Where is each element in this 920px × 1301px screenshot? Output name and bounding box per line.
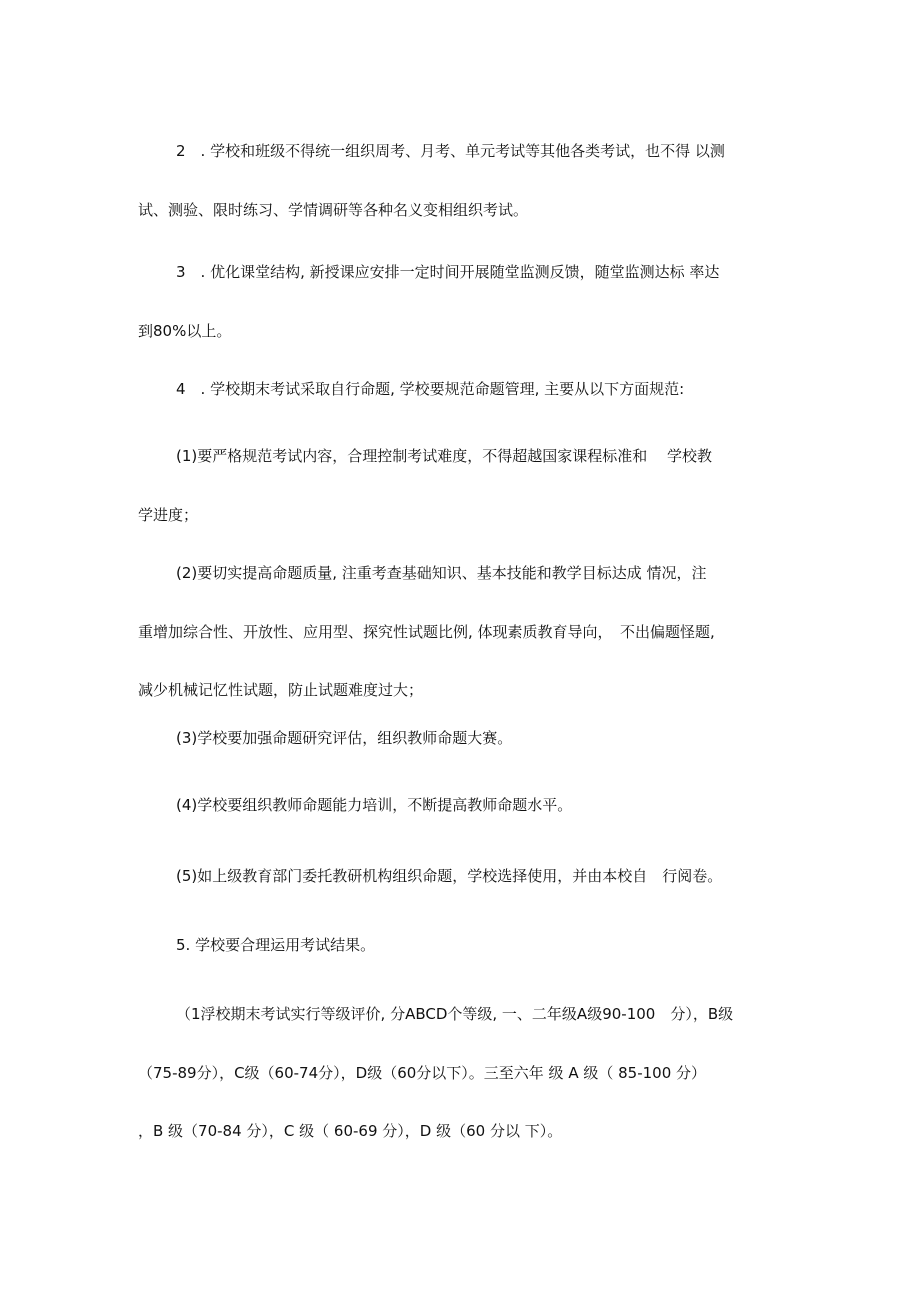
paragraph-item-4 <box>138 360 790 419</box>
paragraph-line: ，B 级（70-84 分），C 级（ 60-69 分），D 级（60 分以 下）。 <box>138 1122 563 1140</box>
paragraph-sub-2 <box>138 544 790 720</box>
paragraph-line: （1浮校期末考试实行等级评价, 分ABCD个等级, 一、二年级A级90-100 分），B级 <box>176 1005 734 1023</box>
paragraph-item-5 <box>138 916 790 975</box>
paragraph-grading <box>138 985 790 1161</box>
paragraph-line: (1)要严格规范考试内容，合理控制考试难度，不得超越国家课程标准和 学校教 <box>176 447 713 465</box>
paragraph-item-2 <box>138 122 790 239</box>
paragraph-sub-1 <box>138 427 790 544</box>
paragraph-line: (4)学校要组织教师命题能力培训，不断提高教师命题水平。 <box>176 796 573 814</box>
paragraph-line: (2)要切实提高命题质量, 注重考查基础知识、基本技能和教学目标达成 情况，注 <box>176 564 707 582</box>
paragraph-line: 学进度； <box>138 505 199 524</box>
paragraph-line: 试、测验、限时练习、学情调研等各种名义变相组织考试。 <box>138 200 529 219</box>
paragraph-line: 5. 学校要合理运用考试结果。 <box>176 936 376 954</box>
paragraph-line: 2 . 学校和班级不得统一组织周考、月考、单元考试等其他各类考试，也不得 以测 <box>176 142 725 160</box>
paragraph-sub-5 <box>138 847 790 906</box>
paragraph-line: 重增加综合性、开放性、应用型、探究性试题比例, 体现素质教育导向， 不出偏题怪题, <box>138 622 715 641</box>
paragraph-line: (3)学校要加强命题研究评估，组织教师命题大赛。 <box>176 729 513 747</box>
paragraph-line: 3 . 优化课堂结构, 新授课应安排一定时间开展随堂监测反馈，随堂监测达标 率达 <box>176 263 720 281</box>
paragraph-line: （75-89分），C级（60-74分），D级（60分以下）。三至六年 级 A 级（ 85-100 分） <box>138 1063 707 1082</box>
paragraph-sub-3 <box>138 709 790 768</box>
paragraph-item-3 <box>138 243 790 360</box>
paragraph-line: 减少机械记忆性试题，防止试题难度过大； <box>138 681 424 699</box>
paragraph-line: 4 . 学校期末考试采取自行命题, 学校要规范命题管理, 主要从以下方面规范: <box>176 380 685 398</box>
paragraph-line: 到80%以上。 <box>138 321 232 340</box>
paragraph-line: (5)如上级教育部门委托教研机构组织命题，学校选择使用，并由本校自 行阅卷。 <box>176 867 723 885</box>
paragraph-sub-4 <box>138 776 790 835</box>
